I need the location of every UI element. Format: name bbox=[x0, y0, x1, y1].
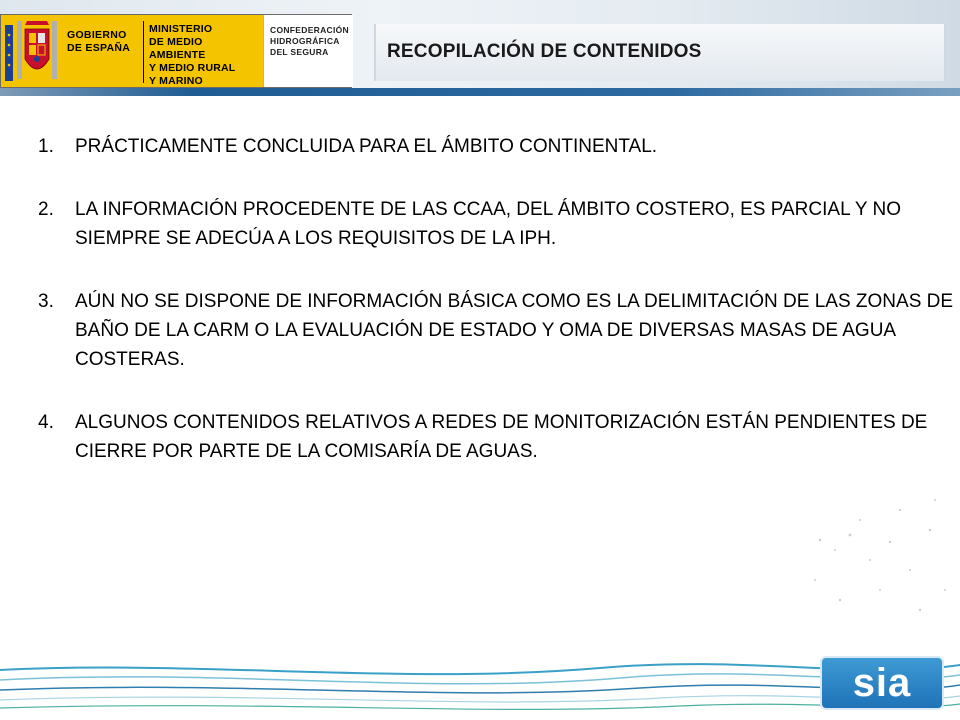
government-label bbox=[67, 29, 141, 55]
confederation-label bbox=[270, 25, 350, 58]
item-text: PRÁCTICAMENTE CONCLUIDA PARA EL ÁMBITO CONTINENTAL. bbox=[75, 136, 658, 157]
header-divider bbox=[0, 88, 960, 96]
government-line: DE ESPAÑA bbox=[67, 42, 131, 54]
ministry-logo bbox=[0, 14, 352, 88]
header bbox=[0, 0, 960, 96]
list-item bbox=[38, 132, 954, 161]
government-line: GOBIERNO bbox=[67, 29, 127, 41]
ministry-line: DE MEDIO AMBIENTE bbox=[149, 36, 206, 61]
confederation-line: HIDROGRÁFICA bbox=[270, 36, 340, 46]
confederation-line: DEL SEGURA bbox=[270, 47, 329, 57]
list-item bbox=[38, 287, 954, 374]
confederation-line: CONFEDERACIÓN bbox=[270, 25, 349, 35]
logo-divider bbox=[143, 21, 144, 83]
coat-of-arms-icon bbox=[5, 19, 63, 83]
title-banner bbox=[374, 24, 946, 81]
decorative-waves bbox=[0, 640, 960, 720]
item-number: 3. bbox=[38, 291, 54, 312]
item-number: 4. bbox=[38, 412, 54, 433]
item-text: ALGUNOS CONTENIDOS RELATIVOS A REDES DE MONITORIZACIÓN ESTÁN PENDIENTES DE CIERRE POR PARTE DE LA COMISARÍA DE AGUAS. bbox=[75, 412, 928, 462]
ministry-line: MINISTERIO bbox=[149, 23, 213, 35]
sia-logo bbox=[820, 656, 944, 710]
sia-logo-text: sia bbox=[852, 661, 912, 705]
list-item bbox=[38, 195, 954, 253]
page-title: RECOPILACIÓN DE CONTENIDOS bbox=[387, 41, 702, 62]
item-number: 1. bbox=[38, 136, 54, 157]
list-item bbox=[38, 408, 954, 466]
item-text: AÚN NO SE DISPONE DE INFORMACIÓN BÁSICA COMO ES LA DELIMITACIÓN DE LAS ZONAS DE BAÑO DE LA CARM O LA EVALUACIÓN DE ESTADO Y OMA DE DIVERSAS MASAS DE AGUA COSTERAS. bbox=[75, 291, 954, 370]
decorative-sparkles bbox=[760, 480, 960, 650]
item-text: LA INFORMACIÓN PROCEDENTE DE LAS CCAA, DEL ÁMBITO COSTERO, ES PARCIAL Y NO SIEMPRE SE ADECÚA A LOS REQUISITOS DE LA IPH. bbox=[75, 199, 901, 249]
ministry-line: Y MEDIO RURAL bbox=[149, 62, 236, 74]
content-list bbox=[38, 132, 954, 500]
confederation-logo bbox=[263, 15, 353, 87]
ministry-label bbox=[149, 23, 261, 88]
ministry-line: Y MARINO bbox=[149, 75, 203, 87]
item-number: 2. bbox=[38, 199, 54, 220]
